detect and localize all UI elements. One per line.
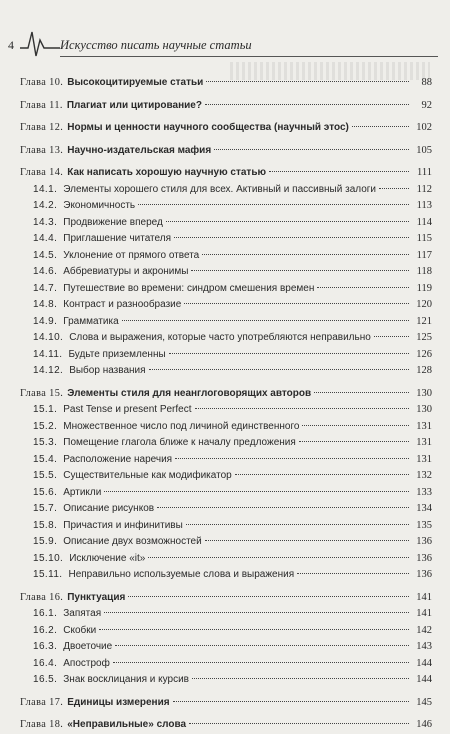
toc-chapter-row	[20, 695, 432, 712]
toc-entry-lead	[33, 518, 183, 535]
dot-leader	[173, 701, 409, 702]
toc-entry-page: 145	[416, 696, 432, 708]
toc-entry-number: 16.1.	[33, 608, 58, 619]
dot-leader	[205, 540, 409, 541]
toc-entry-page: 146	[416, 719, 432, 730]
dot-leader	[138, 204, 409, 205]
toc-section-row	[20, 231, 432, 248]
toc-entry-lead	[33, 363, 146, 380]
toc-section-row	[20, 606, 432, 623]
toc-entry-lead	[33, 215, 163, 232]
toc-section-row	[20, 264, 432, 281]
toc-entry-number: Глава 10.	[20, 77, 64, 88]
toc-entry-title: Выбор названия	[69, 365, 146, 376]
toc-entry-number: 14.9.	[33, 315, 58, 327]
dot-leader	[314, 392, 409, 393]
dot-leader	[149, 369, 409, 370]
dot-leader	[352, 126, 409, 127]
toc-entry-number: Глава 11.	[20, 99, 63, 111]
toc-entry-number: Глава 13.	[20, 144, 64, 156]
toc-entry-title: Пунктуация	[67, 591, 126, 603]
dot-leader	[99, 629, 409, 630]
toc-entry-title: Описание двух возможностей	[63, 536, 202, 547]
toc-entry-page: 111	[417, 167, 432, 178]
toc-entry-title: Контраст и разнообразие	[63, 299, 182, 310]
heartbeat-logo-icon	[20, 28, 60, 58]
toc-entry-title: Элементы стиля для неанглоговорящих авторов	[67, 387, 312, 399]
toc-entry-title: Помещение глагола ближе к началу предложения	[63, 437, 296, 448]
toc-section-row	[20, 623, 432, 640]
toc-entry-title: Множественное число под личиной единственного	[63, 420, 300, 432]
toc-entry-title: Слова и выражения, которые часто употребляются неправильно	[69, 332, 371, 343]
toc-entry-title: Высокоцитируемые статьи	[67, 77, 204, 88]
toc-entry-lead	[33, 419, 299, 436]
toc-entry-number: 16.5.	[33, 674, 58, 685]
toc-entry-number: 15.10.	[33, 552, 64, 564]
toc-entry-number: Глава 14.	[20, 167, 64, 178]
toc-entry-page: 134	[416, 503, 432, 514]
toc-entry-lead	[33, 248, 199, 265]
toc-entry-title: Элементы хорошего стиля для всех. Активный и пассивный залоги	[63, 183, 376, 195]
toc-entry-page: 128	[416, 365, 432, 376]
toc-entry-title: Past Tense и present Perfect	[63, 404, 192, 415]
toc-section-row	[20, 501, 432, 518]
toc-entry-lead	[33, 501, 154, 518]
running-title: Искусство писать научные статьи	[60, 38, 252, 52]
dot-leader	[175, 458, 409, 459]
dot-leader	[205, 104, 409, 105]
toc-entry-title: Расположение наречия	[63, 453, 173, 465]
toc-entry-page: 136	[416, 552, 432, 564]
toc-entry-number: 15.7.	[33, 503, 58, 514]
toc-entry-lead	[33, 672, 189, 689]
toc-entry-lead	[33, 452, 172, 469]
toc-entry-page: 142	[416, 624, 432, 636]
toc-entry-title: Причастия и инфинитивы	[63, 519, 183, 531]
toc-entry-title: Неправильно используемые слова и выражения	[68, 569, 295, 580]
table-of-contents	[20, 75, 432, 734]
toc-entry-number: Глава 15.	[20, 387, 64, 399]
toc-entry-title: Плагиат или цитирование?	[66, 99, 202, 111]
toc-entry-page: 112	[416, 183, 432, 195]
toc-entry-number: 15.3.	[33, 437, 58, 448]
toc-chapter-row	[20, 143, 432, 160]
page-number: 4	[8, 38, 14, 52]
toc-section-row	[20, 485, 432, 502]
toc-entry-title: Апостроф	[63, 657, 110, 669]
dot-leader	[113, 662, 409, 663]
toc-entry-page: 130	[416, 387, 432, 399]
toc-entry-number: 14.3.	[33, 216, 58, 228]
toc-chapter-row	[20, 165, 432, 182]
toc-entry-number: 14.10.	[33, 332, 64, 343]
toc-entry-lead	[33, 623, 96, 640]
toc-section-row	[20, 518, 432, 535]
toc-entry-lead	[33, 567, 294, 584]
dot-leader	[104, 612, 409, 613]
dot-leader	[206, 81, 409, 82]
toc-entry-number: 15.5.	[33, 470, 58, 481]
dot-leader	[235, 474, 409, 475]
toc-entry-number: 14.7.	[33, 282, 58, 294]
dot-leader	[104, 491, 409, 492]
toc-entry-title: Артикли	[63, 486, 102, 498]
dot-leader	[299, 441, 409, 442]
dot-leader	[269, 171, 409, 172]
toc-section-row	[20, 330, 432, 347]
toc-entry-lead	[33, 639, 112, 656]
toc-entry-page: 131	[416, 453, 432, 465]
header-rule	[60, 56, 438, 57]
toc-entry-lead	[20, 695, 170, 712]
toc-entry-lead	[20, 98, 202, 115]
toc-section-row	[20, 297, 432, 314]
toc-entry-title: Описание рисунков	[63, 503, 155, 514]
toc-entry-page: 92	[421, 99, 432, 111]
toc-entry-title: Продвижение вперед	[63, 216, 163, 228]
toc-entry-lead	[33, 402, 192, 419]
toc-chapter-row	[20, 120, 432, 137]
toc-entry-number: 14.4.	[33, 233, 58, 244]
toc-entry-lead	[20, 75, 203, 92]
toc-entry-title: Путешествие во времени: синдром смешения времен	[63, 282, 315, 294]
toc-entry-number: 14.11.	[33, 348, 63, 360]
toc-entry-lead	[33, 281, 314, 298]
dot-leader	[189, 723, 409, 724]
toc-entry-page: 131	[416, 437, 432, 448]
dot-leader	[374, 336, 409, 337]
toc-chapter-row	[20, 590, 432, 607]
toc-entry-title: Научно-издательская мафия	[67, 144, 212, 156]
toc-section-row	[20, 672, 432, 689]
toc-entry-lead	[33, 297, 181, 314]
toc-entry-title: Запятая	[63, 608, 102, 619]
dot-leader	[122, 320, 409, 321]
toc-entry-page: 133	[416, 486, 432, 498]
toc-entry-lead	[33, 231, 171, 248]
toc-entry-page: 102	[416, 122, 432, 133]
toc-entry-page: 115	[416, 233, 432, 244]
toc-entry-lead	[33, 468, 232, 485]
toc-entry-number: 14.12.	[33, 365, 64, 376]
toc-entry-number: 16.3.	[33, 641, 58, 652]
dot-leader	[192, 678, 409, 679]
toc-entry-number: 14.2.	[33, 200, 58, 211]
toc-entry-title: Как написать хорошую научную статью	[67, 167, 267, 178]
toc-entry-number: Глава 17.	[20, 696, 64, 708]
toc-entry-page: 126	[416, 348, 432, 360]
toc-section-row	[20, 534, 432, 551]
dot-leader	[174, 237, 409, 238]
dot-leader	[186, 524, 409, 525]
dot-leader	[191, 270, 409, 271]
toc-entry-page: 136	[416, 536, 432, 547]
toc-section-row	[20, 419, 432, 436]
dot-leader	[166, 221, 409, 222]
dot-leader	[184, 303, 409, 304]
toc-entry-page: 130	[416, 404, 432, 415]
toc-section-row	[20, 452, 432, 469]
toc-entry-page: 143	[416, 641, 432, 652]
dot-leader	[115, 645, 409, 646]
toc-entry-title: Экономичность	[63, 200, 136, 211]
toc-entry-number: 15.11.	[33, 569, 63, 580]
toc-entry-number: 14.6.	[33, 266, 58, 277]
toc-entry-page: 125	[416, 332, 432, 343]
toc-entry-page: 144	[416, 674, 432, 685]
toc-section-row	[20, 198, 432, 215]
toc-entry-title: Скобки	[63, 624, 97, 636]
toc-entry-title: Знак восклицания и курсив	[63, 674, 189, 685]
toc-entry-title: Грамматика	[63, 315, 119, 327]
toc-chapter-row	[20, 717, 432, 734]
dot-leader	[202, 254, 409, 255]
toc-section-row	[20, 281, 432, 298]
toc-entry-page: 144	[416, 657, 432, 669]
toc-entry-title: Существительные как модификатор	[63, 470, 232, 481]
toc-entry-page: 105	[416, 144, 432, 156]
toc-entry-number: 16.4.	[33, 657, 58, 669]
dot-leader	[195, 408, 410, 409]
toc-entry-page: 88	[421, 77, 432, 88]
toc-entry-page: 141	[416, 608, 432, 619]
toc-entry-number: Глава 18.	[20, 719, 64, 730]
toc-section-row	[20, 402, 432, 419]
toc-section-row	[20, 347, 432, 364]
toc-entry-page: 135	[416, 519, 432, 531]
toc-entry-lead	[33, 606, 101, 623]
toc-entry-lead	[33, 314, 119, 331]
toc-section-row	[20, 182, 432, 199]
toc-entry-title: Аббревиатуры и акронимы	[63, 266, 189, 277]
dot-leader	[297, 573, 409, 574]
toc-entry-lead	[20, 717, 186, 734]
toc-entry-title: «Неправильные» слова	[67, 719, 187, 730]
toc-entry-lead	[20, 590, 125, 607]
toc-entry-number: 15.1.	[33, 404, 58, 415]
toc-entry-title: Приглашение читателя	[63, 233, 171, 244]
toc-section-row	[20, 248, 432, 265]
toc-entry-number: Глава 12.	[20, 122, 64, 133]
toc-entry-lead	[20, 143, 211, 160]
toc-section-row	[20, 567, 432, 584]
toc-entry-number: 15.6.	[33, 486, 58, 498]
toc-chapter-row	[20, 98, 432, 115]
dot-leader	[317, 287, 409, 288]
toc-entry-title: Нормы и ценности научного сообщества (научный этос)	[67, 122, 349, 133]
dot-leader	[148, 557, 409, 558]
toc-entry-lead	[20, 386, 311, 403]
toc-entry-page: 132	[416, 470, 432, 481]
toc-entry-number: 16.2.	[33, 624, 58, 636]
toc-entry-lead	[33, 551, 145, 568]
toc-entry-number: 15.2.	[33, 420, 58, 432]
toc-entry-lead	[33, 182, 376, 199]
toc-entry-lead	[20, 120, 349, 137]
dot-leader	[157, 507, 409, 508]
toc-section-row	[20, 551, 432, 568]
toc-entry-lead	[33, 656, 110, 673]
dot-leader	[302, 425, 409, 426]
toc-entry-number: 14.1.	[33, 183, 58, 195]
toc-entry-lead	[33, 198, 135, 215]
toc-entry-page: 121	[416, 315, 432, 327]
toc-chapter-row	[20, 386, 432, 403]
toc-entry-page: 141	[416, 591, 432, 603]
toc-entry-page: 118	[416, 266, 432, 277]
toc-entry-page: 136	[416, 569, 432, 580]
toc-entry-lead	[33, 330, 371, 347]
toc-section-row	[20, 468, 432, 485]
toc-section-row	[20, 314, 432, 331]
toc-entry-number: 14.8.	[33, 299, 58, 310]
toc-entry-lead	[20, 165, 266, 182]
toc-entry-number: Глава 16.	[20, 591, 64, 603]
toc-entry-page: 131	[416, 420, 432, 432]
toc-entry-title: Единицы измерения	[67, 696, 170, 708]
toc-entry-number: 14.5.	[33, 249, 58, 261]
dot-leader	[214, 149, 409, 150]
toc-entry-lead	[33, 435, 296, 452]
toc-entry-page: 113	[416, 200, 432, 211]
toc-entry-title: Уклонение от прямого ответа	[63, 249, 200, 261]
toc-section-row	[20, 363, 432, 380]
toc-entry-lead	[33, 264, 188, 281]
dot-leader	[128, 596, 409, 597]
toc-entry-page: 119	[416, 282, 432, 294]
toc-entry-page: 120	[416, 299, 432, 310]
toc-entry-lead	[33, 534, 202, 551]
toc-chapter-row	[20, 75, 432, 92]
toc-section-row	[20, 435, 432, 452]
toc-entry-title: Будьте приземленны	[68, 348, 166, 360]
toc-entry-title: Двоеточие	[63, 641, 113, 652]
toc-section-row	[20, 215, 432, 232]
toc-section-row	[20, 656, 432, 673]
toc-section-row	[20, 639, 432, 656]
toc-entry-lead	[33, 347, 166, 364]
dot-leader	[169, 353, 409, 354]
dot-leader	[379, 188, 409, 189]
toc-entry-number: 15.9.	[33, 536, 58, 547]
toc-entry-number: 15.8.	[33, 519, 58, 531]
toc-entry-number: 15.4.	[33, 453, 58, 465]
toc-entry-lead	[33, 485, 101, 502]
toc-entry-title: Исключение «it»	[69, 552, 146, 564]
toc-entry-page: 117	[416, 249, 432, 261]
toc-entry-page: 114	[416, 216, 432, 228]
